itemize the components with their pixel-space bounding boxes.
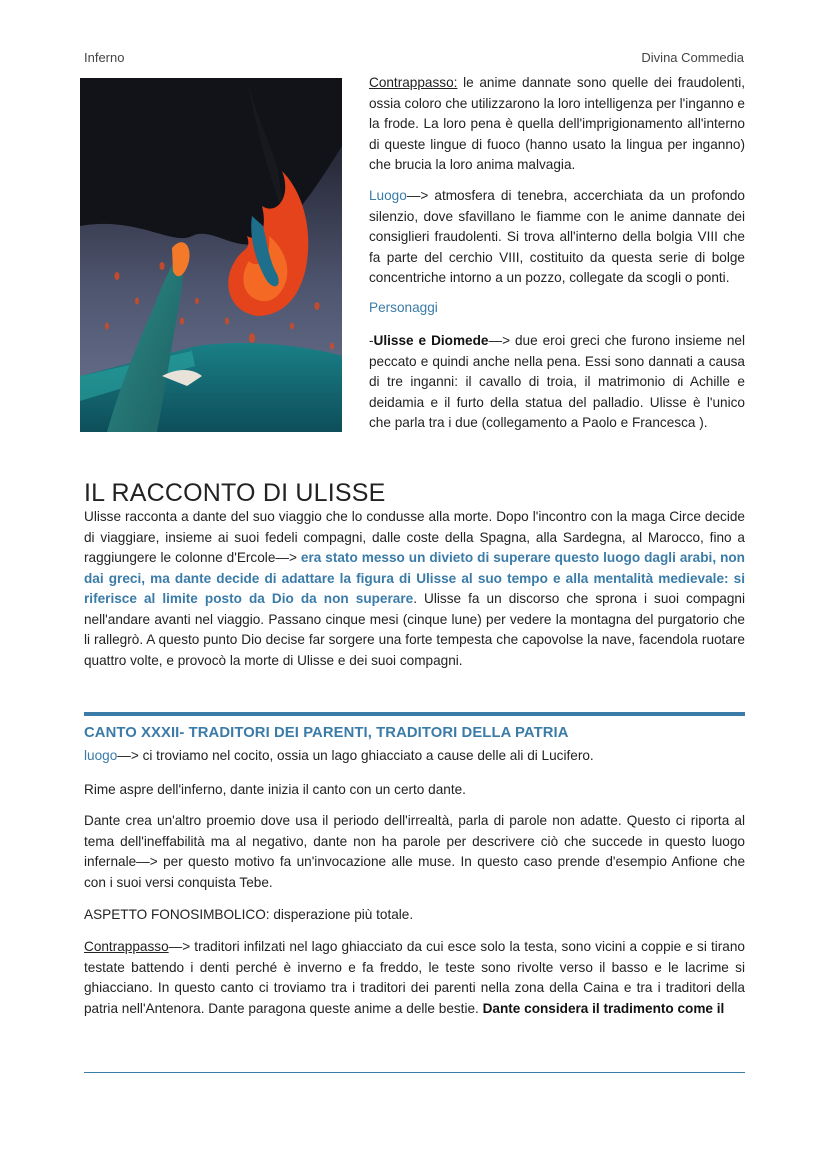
canto-title: CANTO XXXII- TRADITORI DEI PARENTI, TRADITORI DELLA PATRIA [84, 725, 569, 741]
canto-contrappasso-label: Contrappasso [84, 939, 169, 954]
personaggi-heading [369, 298, 745, 319]
luogo-text: —> atmosfera di tenebra, accerchiata da un profondo silenzio, dove sfavillano le fiamme con le anime dannate dei consiglieri fraudolenti. Si trova all'interno della bolgia VIII che fa parte del cerchio VIII, costituito da questa serie di bolge concentriche intorno a un pozzo, collegate da scogli o ponti. [369, 188, 745, 285]
personaggi-label: Personaggi [369, 300, 438, 315]
footer-divider [84, 1072, 745, 1073]
canto-contrappasso [84, 937, 745, 1019]
luogo-paragraph [369, 186, 745, 289]
canto-contrappasso-text: —> traditori infilzati nel lago ghiacciato da cui esce solo la testa, sono vicini a coppie e si tirano testate battendo i denti perché è inverno e fa freddo, le teste sono rivolte verso il basso e le lacrime si ghiacciano. In questo canto ci troviamo tra i traditori dei parenti nella zona della Caina e tra i traditori della patria nell'Antenora. Dante paragona queste anime a delle bestie. [84, 939, 745, 1016]
ulisse-prefix: - [369, 333, 374, 348]
section-divider [84, 712, 745, 716]
canto-rime [84, 780, 745, 801]
luogo-label: Luogo [369, 188, 407, 203]
proemio-text: Dante crea un'altro proemio dove usa il periodo dell'irrealtà, parla di parole non adatte. Questo ci riporta al tema dell'ineffabilità ma al negativo, dante non ha parole per descrivere ciò che succede in questo luogo infernale—> per questo motivo fa un'invocazione alle muse. In questo caso prende d'esempio Anfione che con i suoi versi conquista Tebe. [84, 813, 745, 890]
header-left: Inferno [84, 50, 125, 65]
ulisse-text: —> due eroi greci che furono insieme nel peccato e quindi anche nella pena. Essi sono dannati a causa di tre inganni: il cavallo di troia, il matrimonio di Achille e deidamia e il furto della statua del palladio. Ulisse è l'unico che parla tra i due (collegamento a Paolo e Francesca ). [369, 333, 745, 430]
racconto-title: IL RACCONTO DI ULISSE [84, 479, 386, 507]
ulisse-paragraph [369, 331, 745, 434]
contrappasso-label: Contrappasso: [369, 75, 458, 90]
header-right: Divina Commedia [641, 50, 744, 65]
canto-contrappasso-bold: Dante considera il tradimento come il [482, 1000, 725, 1016]
racconto-paragraph [84, 507, 745, 671]
racconto-highlight: era stato messo un divieto di superare questo luogo dagli arabi, non dai greci, ma dante decide di adattare la figura di Ulisse al suo tempo e alla mentalità medievale: si riferisce al limite posto da Dio da non superare [84, 550, 745, 606]
flame-painting [77, 76, 347, 438]
canto-proemio [84, 811, 745, 893]
aspetto-text: ASPETTO FONOSIMBOLICO: disperazione più totale. [84, 907, 414, 922]
illustration [77, 76, 347, 438]
contrappasso-text: le anime dannate sono quelle dei fraudolenti, ossia coloro che utilizzarono la loro intelligenza per l'inganno e la frode. La loro pena è quella dell'imprigionamento all'interno di queste lingue di fuoco (hanno usato la lingua per inganno) che brucia la loro anima malvagia. [369, 75, 745, 172]
canto-aspetto [84, 905, 745, 926]
canto-luogo-text: —> ci troviamo nel cocito, ossia un lago ghiacciato a cause delle ali di Lucifero. [117, 748, 594, 763]
canto-luogo [84, 746, 745, 767]
contrappasso-paragraph [369, 73, 745, 176]
racconto-text-1: Ulisse racconta a dante del suo viaggio che lo condusse alla morte. Dopo l'incontro con la maga Circe decide di viaggiare, insieme ai suoi fedeli compagni, dalle coste della Spagna, alla Sardegna, al Marocco, fino a raggiungere le colonne d'Ercole—> [84, 509, 745, 565]
racconto-text-2: . Ulisse fa un discorso che sprona i suoi compagni nell'andare avanti nel viaggio. Passano cinque mesi (cinque lune) per vedere la montagna del purgatorio che li rallegrò. A questo punto Dio decise far sorgere una forte tempesta che capovolse la nave, facendola ruotare quattro volte, e provocò la morte di Ulisse e dei suoi compagni. [84, 591, 745, 668]
canto-luogo-label: luogo [84, 748, 118, 763]
ulisse-name: Ulisse e Diomede [373, 333, 489, 348]
rime-text: Rime aspre dell'inferno, dante inizia il canto con un certo dante. [84, 782, 466, 797]
